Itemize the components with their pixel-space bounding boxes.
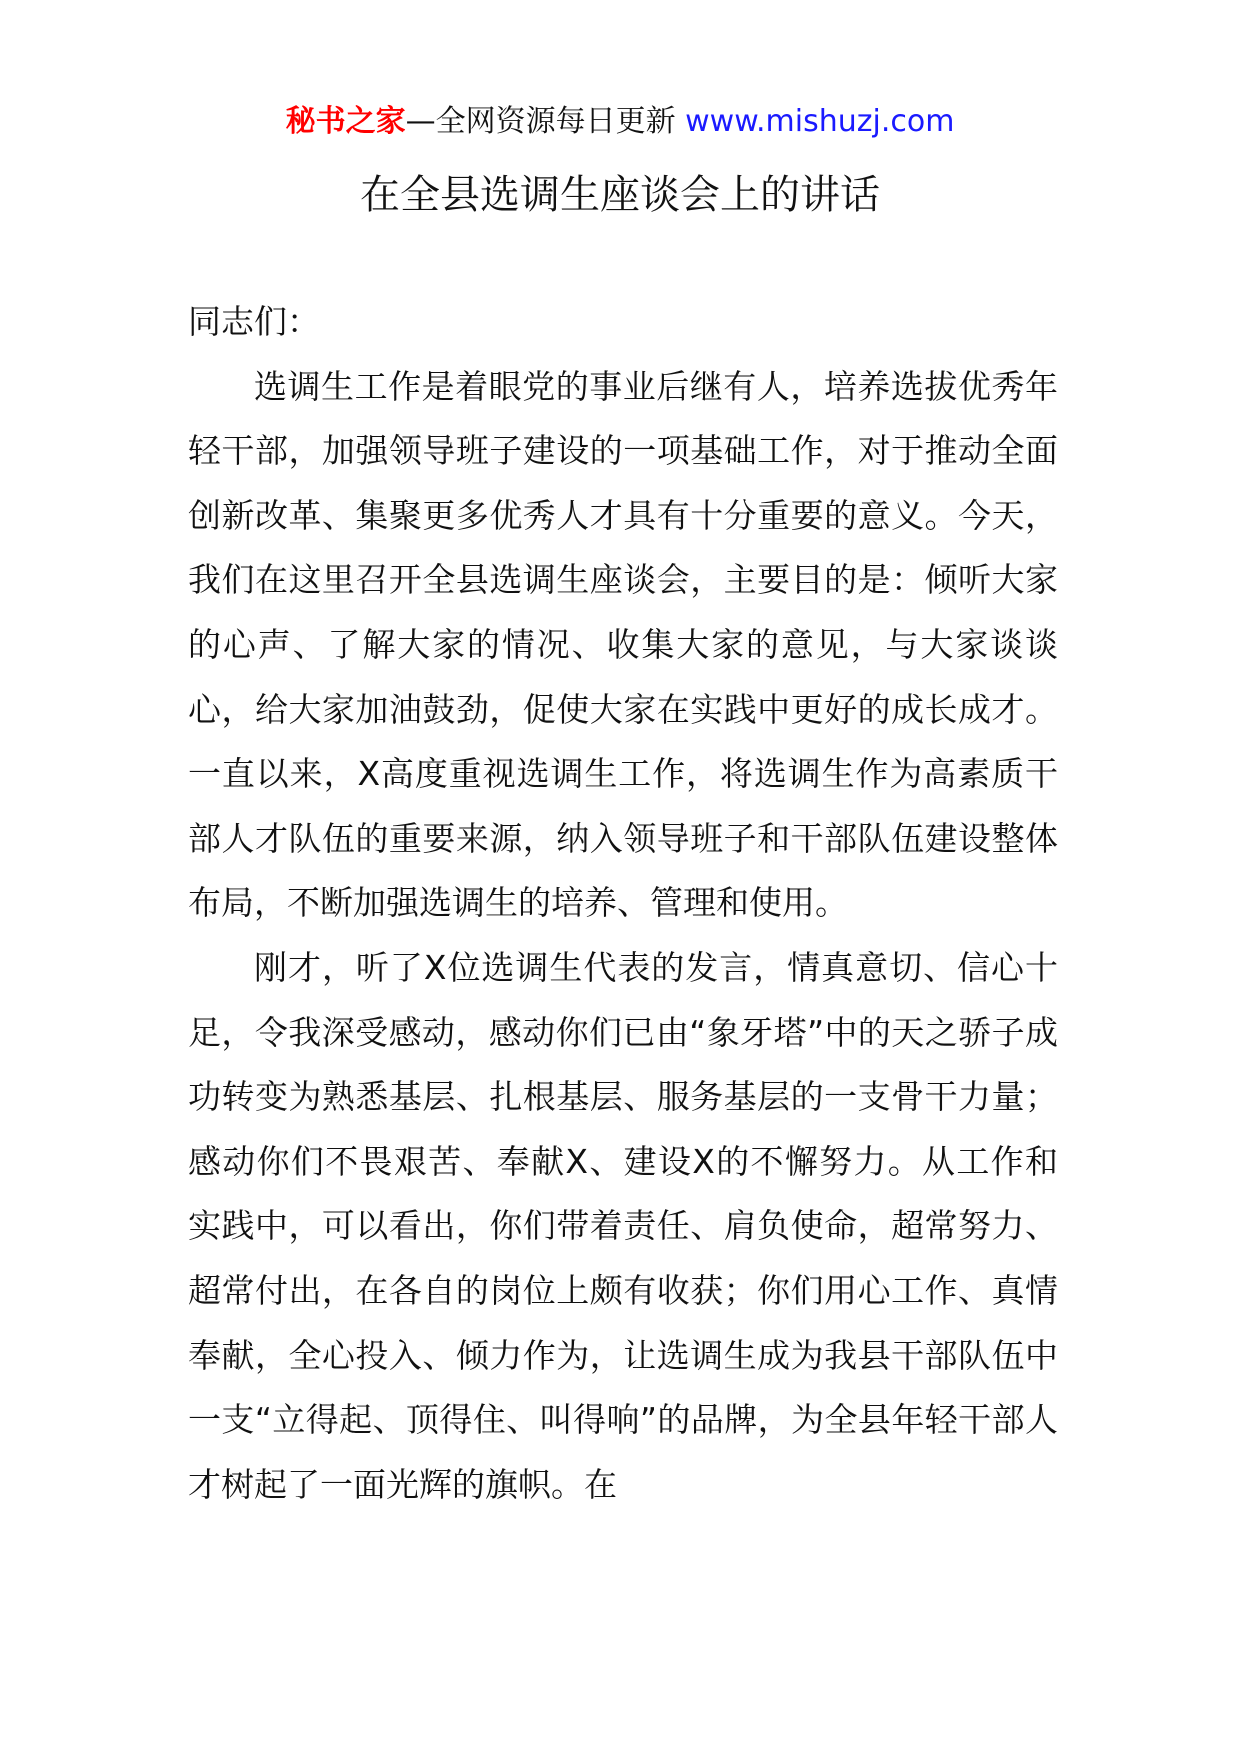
header-slogan: —全网资源每日更新 [405,104,686,139]
document-body [188,290,1058,1517]
site-header [0,100,1240,144]
site-url[interactable]: www.mishuzj.com [685,104,955,139]
paragraph-1: 选调生工作是着眼党的事业后继有人，培养选拔优秀年轻干部，加强领导班子建设的一项基础工作，对于推动全面创新改革、集聚更多优秀人才具有十分重要的意义。今天，我们在这里召开全县选调生座谈会，主要目的是：倾听大家的心声、了解大家的情况、收集大家的意见，与大家谈谈心，给大家加油鼓劲，促使大家在实践中更好的成长成才。一直以来，X高度重视选调生工作，将选调生作为高素质干部人才队伍的重要来源，纳入领导班子和干部队伍建设整体布局，不断加强选调生的培养、管理和使用。 [188,366,1058,923]
document-title: 在全县选调生座谈会上的讲话 [360,172,880,218]
brand-name: 秘书之家 [285,104,406,139]
paragraph-2: 刚才，听了X位选调生代表的发言，情真意切、信心十足，令我深受感动，感动你们已由“象牙塔”中的天之骄子成功转变为熟悉基层、扎根基层、服务基层的一支骨干力量；感动你们不畏艰苦、奉献X、建设X的不懈努力。从工作和实践中，可以看出，你们带着责任、肩负使命，超常努力、超常付出，在各自的岗位上颇有收获；你们用心工作、真情奉献，全心投入、倾力作为，让选调生成为我县干部队伍中一支“立得起、顶得住、叫得响”的品牌，为全县年轻干部人才树起了一面光辉的旗帜。在 [188,947,1058,1504]
salutation: 同志们： [188,302,320,341]
